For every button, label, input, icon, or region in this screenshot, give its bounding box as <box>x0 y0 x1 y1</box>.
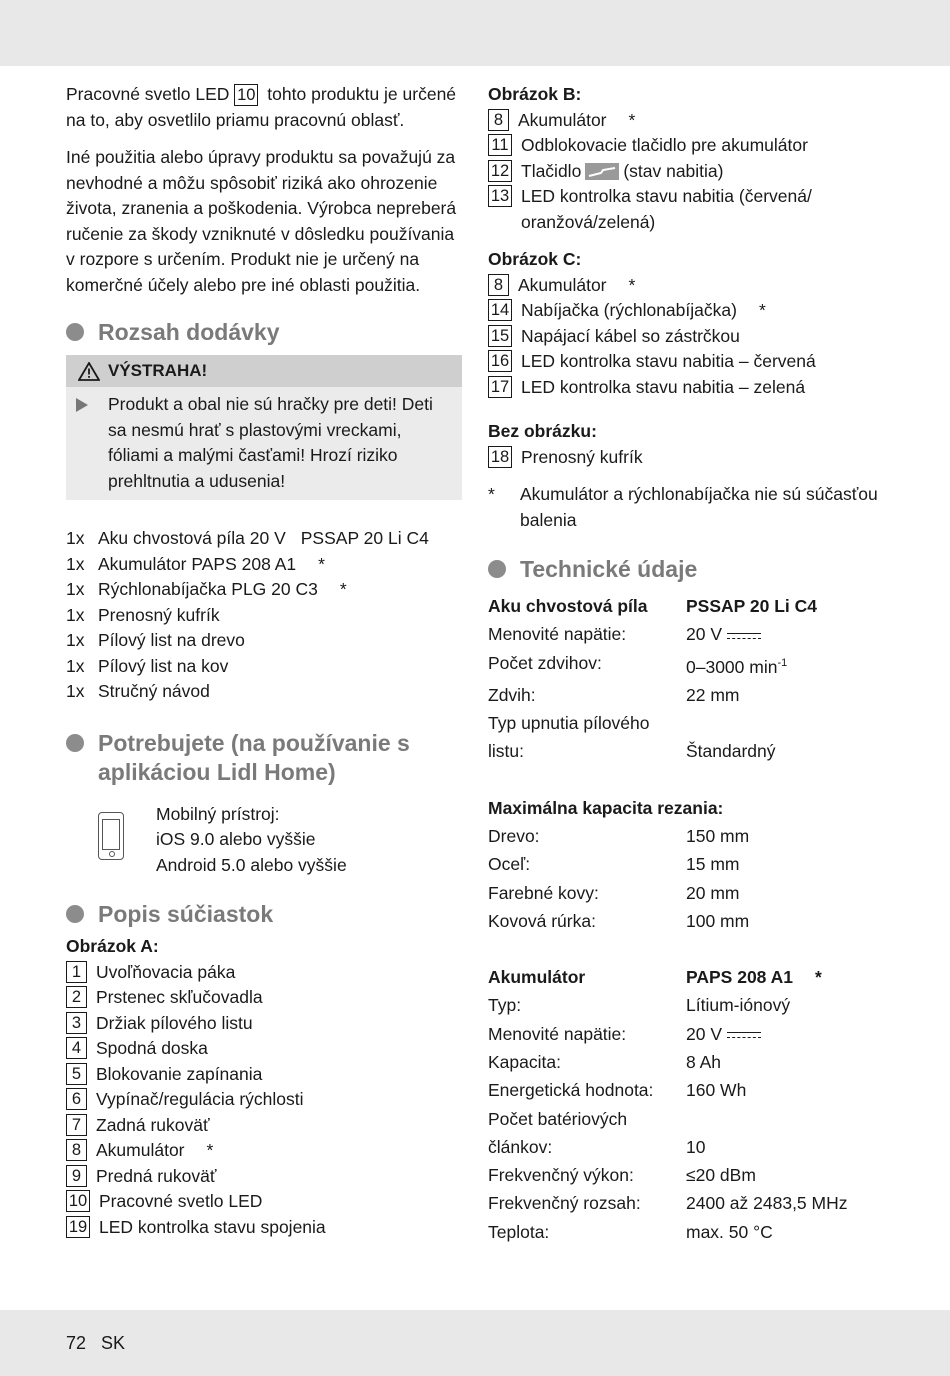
section-heading-scope <box>66 318 462 347</box>
scope-qty: 1x <box>66 681 85 701</box>
requirement-line: Android 5.0 alebo vyššie <box>156 854 347 875</box>
spec-row <box>488 1020 888 1048</box>
intro-text: tohto produktu je určené na to, aby osvetlilo priamu pracovnú oblasť. <box>66 84 457 130</box>
part-label: Akumulátor <box>518 274 607 295</box>
spec-key: Typ upnutia pílového listu: <box>488 713 650 762</box>
scope-text-wrap <box>98 526 429 552</box>
spec-key: Frekvenčný výkon: <box>488 1165 634 1186</box>
part-label: Akumulátor <box>518 109 607 130</box>
spec-value <box>686 907 888 935</box>
part-text-wrap <box>521 445 643 471</box>
part-text-wrap <box>96 1113 210 1139</box>
spec-row <box>488 620 888 648</box>
warning-title: VÝSTRAHA! <box>108 361 208 381</box>
scope-text-wrap <box>98 654 228 680</box>
part-item <box>488 349 888 375</box>
scope-qty: 1x <box>66 630 85 650</box>
part-label: Nabíjačka (rýchlonabíjačka) <box>521 300 737 320</box>
part-text-wrap <box>521 133 808 159</box>
spec-value <box>686 620 888 648</box>
part-item <box>66 1087 462 1113</box>
part-item <box>66 1164 462 1190</box>
part-text-wrap <box>99 1189 262 1215</box>
part-number: 11 <box>488 134 512 156</box>
part-number: 4 <box>66 1037 87 1059</box>
spec-row <box>488 879 888 907</box>
part-number: 5 <box>66 1063 87 1085</box>
part-item <box>66 1113 462 1139</box>
bullet-icon <box>488 560 506 578</box>
part-label: LED kontrolka stavu nabitia – červená <box>521 351 816 371</box>
spec-table-saw <box>488 620 888 765</box>
spec-value-text: 15 mm <box>686 854 740 875</box>
spec-value-text: 10 <box>686 1136 706 1157</box>
part-text-wrap <box>96 1036 208 1062</box>
part-item <box>488 375 888 401</box>
part-text-wrap <box>521 184 888 235</box>
part-text-wrap <box>99 1215 326 1241</box>
part-number: 15 <box>488 325 512 347</box>
part-text-wrap <box>521 349 816 375</box>
spec-value <box>686 1161 888 1189</box>
spec-value <box>686 963 888 991</box>
spec-value-text: max. 50 °C <box>686 1221 773 1242</box>
part-number: 1 <box>66 961 87 983</box>
spec-key: Zdvih: <box>488 684 536 705</box>
page-number: 72 <box>66 1333 87 1353</box>
spec-value-text: 0–3000 min <box>686 656 778 677</box>
figure-c-list <box>488 273 888 401</box>
part-item <box>66 1011 462 1037</box>
warning-text: Produkt a obal nie sú hračky pre deti! Deti sa nesmú hrať s plastovými vreckami, fóliami a malými časťami! Hrozí riziko prehltnutia a udusenia! <box>108 394 433 491</box>
scope-item <box>66 603 462 629</box>
spec-row <box>488 1105 888 1162</box>
spec-row <box>488 1218 888 1246</box>
superscript: -1 <box>777 656 788 669</box>
spec-header-battery <box>488 963 888 991</box>
spec-value <box>686 1020 888 1048</box>
footnote-star: * <box>488 484 495 504</box>
spec-row <box>488 1076 888 1104</box>
spec-key: Kapacita: <box>488 1051 561 1072</box>
part-item <box>488 159 888 185</box>
scope-item <box>66 526 462 552</box>
footnote-star: * <box>339 579 347 599</box>
scope-text: Akumulátor PAPS 208 A1 <box>98 553 297 574</box>
part-number: 10 <box>234 84 258 106</box>
part-label: Zadná rukoväť <box>96 1114 210 1135</box>
part-item <box>66 1138 462 1164</box>
scope-list <box>66 526 462 705</box>
spec-value <box>686 1105 888 1161</box>
part-label: Vypínač/regulácia rýchlosti <box>96 1089 304 1109</box>
bullet-icon <box>66 905 84 923</box>
figure-a-list <box>66 960 462 1241</box>
part-label: Spodná doska <box>96 1038 208 1058</box>
spec-value-text: 100 mm <box>686 910 750 931</box>
warning-icon <box>78 362 100 381</box>
scope-item <box>66 628 462 654</box>
figure-b-title: Obrázok B: <box>488 84 582 104</box>
right-column <box>488 82 888 1246</box>
part-number: 8 <box>66 1139 87 1161</box>
scope-text-wrap <box>98 603 220 629</box>
spec-row <box>488 681 888 709</box>
footnote-star: * <box>318 553 325 574</box>
spec-table-battery <box>488 991 888 1246</box>
spec-value <box>686 879 888 907</box>
spec-key: Počet zdvihov: <box>488 652 602 673</box>
footnote-star: * <box>206 1140 214 1160</box>
part-text-wrap <box>96 1164 216 1190</box>
scope-qty: 1x <box>66 655 85 676</box>
part-item <box>488 184 888 235</box>
part-text-wrap <box>96 1011 253 1037</box>
part-number: 10 <box>66 1190 90 1212</box>
part-label: Prstenec skľučovadla <box>96 987 263 1007</box>
spec-key: Energetická hodnota: <box>488 1080 654 1101</box>
figure-c-title: Obrázok C: <box>488 249 582 269</box>
spec-key: Menovité napätie: <box>488 624 627 645</box>
scope-qty: 1x <box>66 553 85 574</box>
part-number: 9 <box>66 1165 87 1187</box>
spec-value <box>686 649 888 681</box>
spec-key: Farebné kovy: <box>488 882 599 903</box>
spec-header-saw <box>488 592 888 620</box>
spec-value: PSSAP 20 Li C4 <box>686 596 817 616</box>
scope-text: Prenosný kufrík <box>98 604 220 625</box>
part-label: LED kontrolka stavu spojenia <box>99 1216 326 1237</box>
scope-item <box>66 654 462 680</box>
footnote-star: * <box>815 967 822 988</box>
spec-value-text: 22 mm <box>686 684 740 705</box>
scope-text-wrap <box>98 577 347 603</box>
scope-text: Pílový list na drevo <box>98 630 245 650</box>
part-item <box>488 273 888 299</box>
part-number: 3 <box>66 1012 87 1034</box>
dc-symbol-icon <box>727 1030 761 1040</box>
scope-text: Rýchlonabíjačka PLG 20 C3 <box>98 579 318 599</box>
figure-b-list <box>488 108 888 236</box>
no-figure-list <box>488 445 888 471</box>
spec-key: Počet batériových článkov: <box>488 1108 628 1157</box>
spec-row <box>488 709 888 766</box>
footer-bar <box>0 1310 950 1376</box>
scope-item <box>66 577 462 603</box>
part-item <box>488 133 888 159</box>
spec-key: Maximálna kapacita rezania: <box>488 797 724 818</box>
footnote-star: * <box>758 300 766 320</box>
spec-row <box>488 1161 888 1189</box>
part-number: 18 <box>488 446 512 468</box>
part-number: 14 <box>488 299 512 321</box>
spec-key: Aku chvostová píla <box>488 596 648 616</box>
part-text-wrap <box>518 273 635 299</box>
intro-paragraph-2: Iné použitia alebo úpravy produktu sa považujú za nevhodné a môžu spôsobiť riziká ako ohrozenie života, zranenia a poškodenia. Výrobca nepreberá ručenie za škody vzniknuté v dôsledku používania v rozpore s určením. Produkt nie je určený na komerčné účely alebo pre iné oblasti použitia. <box>66 147 457 295</box>
spec-value-text: 20 mm <box>686 882 740 903</box>
scope-qty: 1x <box>66 528 85 548</box>
charge-button-icon <box>585 163 619 180</box>
spec-key: Menovité napätie: <box>488 1023 627 1044</box>
warning-body <box>66 387 462 500</box>
spec-value <box>686 850 888 878</box>
section-heading-parts <box>66 900 462 929</box>
bullet-icon <box>66 734 84 752</box>
arrow-right-icon <box>76 398 88 412</box>
no-figure-title: Bez obrázku: <box>488 421 597 441</box>
spec-value <box>686 822 888 850</box>
part-label: Predná rukoväť <box>96 1165 217 1186</box>
part-text-wrap <box>96 1087 304 1113</box>
part-number: 2 <box>66 986 87 1008</box>
part-item <box>66 985 462 1011</box>
scope-item <box>66 552 462 578</box>
part-label: Akumulátor <box>96 1140 185 1160</box>
spec-value-text: Lítium-iónový <box>686 995 791 1016</box>
scope-text: Pílový list na kov <box>98 655 229 676</box>
app-requirements <box>66 802 462 879</box>
footnote <box>488 482 888 533</box>
footnote-star: * <box>628 109 636 130</box>
requirement-line: iOS 9.0 alebo vyššie <box>156 829 316 849</box>
spec-row <box>488 1189 888 1217</box>
dc-symbol-icon <box>727 631 761 641</box>
spec-table-cut <box>488 822 888 935</box>
spec-value <box>686 1218 888 1246</box>
part-text-wrap <box>96 1138 213 1164</box>
part-label: LED kontrolka stavu nabitia (červená/ oranžová/zelená) <box>521 186 812 232</box>
part-item <box>66 1189 462 1215</box>
spec-value-text: 20 V <box>686 624 722 645</box>
section-heading-tech <box>488 555 888 584</box>
scope-qty: 1x <box>66 579 85 599</box>
spec-key: Kovová rúrka: <box>488 910 596 931</box>
spec-value-text: 2400 až 2483,5 MHz <box>686 1193 848 1214</box>
part-label: Prenosný kufrík <box>521 446 643 467</box>
part-label: Uvoľňovacia páka <box>96 961 236 982</box>
part-number: 13 <box>488 185 512 207</box>
spec-value-text: 150 mm <box>686 825 750 846</box>
spec-value-text: Štandardný <box>686 741 776 762</box>
heading-text: Popis súčiastok <box>98 901 274 927</box>
spec-value <box>686 1189 888 1217</box>
intro-paragraph-1 <box>66 82 462 133</box>
part-label-suffix: (stav nabitia) <box>623 160 724 181</box>
language-code: SK <box>101 1333 126 1353</box>
spec-value-text: 160 Wh <box>686 1080 747 1101</box>
scope-qty: 1x <box>66 604 85 625</box>
heading-text: Technické údaje <box>520 556 698 582</box>
footnote-star: * <box>628 274 636 295</box>
spec-value-text: ≤20 dBm <box>686 1165 756 1186</box>
section-heading-app <box>66 729 462 787</box>
part-text-wrap <box>96 960 235 986</box>
part-item <box>66 960 462 986</box>
bullet-icon <box>66 323 84 341</box>
part-label: Držiak pílového listu <box>96 1012 253 1033</box>
spec-value-text: 20 V <box>686 1023 722 1044</box>
warning-box <box>66 355 462 500</box>
part-text-wrap <box>521 159 724 185</box>
app-requirements-text <box>156 802 347 879</box>
part-text-wrap <box>521 324 740 350</box>
spec-value <box>686 1048 888 1076</box>
page-footer <box>66 1331 135 1357</box>
part-label: Odblokovacie tlačidlo pre akumulátor <box>521 135 808 155</box>
part-number: 8 <box>488 274 509 296</box>
part-text-wrap <box>96 1062 262 1088</box>
part-label: Pracovné svetlo LED <box>99 1191 263 1211</box>
requirement-line: Mobilný prístroj: <box>156 803 280 824</box>
part-number: 16 <box>488 350 512 372</box>
part-text-wrap <box>518 108 635 134</box>
figure-a-title: Obrázok A: <box>66 936 159 956</box>
spec-row <box>488 649 888 681</box>
part-item <box>488 298 888 324</box>
spec-key: Oceľ: <box>488 854 531 875</box>
spec-value <box>686 1076 888 1104</box>
scope-text: Aku chvostová píla 20 V <box>98 528 286 548</box>
scope-item <box>66 679 462 705</box>
part-item <box>488 445 888 471</box>
part-number: 7 <box>66 1114 87 1136</box>
scope-model: PSSAP 20 Li C4 <box>300 528 429 548</box>
scope-text-wrap <box>98 552 325 578</box>
part-item <box>488 324 888 350</box>
part-item <box>66 1215 462 1241</box>
warning-header <box>66 355 462 387</box>
spec-row <box>488 1048 888 1076</box>
part-number: 8 <box>488 109 509 131</box>
footnote-text: Akumulátor a rýchlonabíjačka nie sú súčasťou balenia <box>520 484 878 530</box>
spec-key: Teplota: <box>488 1221 550 1242</box>
part-number: 17 <box>488 376 512 398</box>
smartphone-icon <box>98 812 124 860</box>
spec-key: Frekvenčný rozsah: <box>488 1193 641 1214</box>
spec-header-cut <box>488 794 888 822</box>
spec-value <box>686 681 888 709</box>
left-column <box>66 82 462 1240</box>
spec-row <box>488 991 888 1019</box>
part-label: LED kontrolka stavu nabitia – zelená <box>521 376 806 397</box>
part-text-wrap <box>521 375 805 401</box>
header-bar <box>0 0 950 66</box>
spec-value <box>686 991 888 1019</box>
spec-value-text: PAPS 208 A1 <box>686 967 793 988</box>
spec-value-text: 8 Ah <box>686 1051 722 1072</box>
spec-key: Typ: <box>488 995 522 1016</box>
heading-text: Potrebujete (na používanie s aplikáciou Lidl Home) <box>98 729 410 785</box>
part-label: Blokovanie zapínania <box>96 1063 263 1084</box>
part-text-wrap <box>96 985 263 1011</box>
part-text-wrap <box>521 298 766 324</box>
part-number: 19 <box>66 1216 90 1238</box>
heading-text: Rozsah dodávky <box>98 319 280 345</box>
spec-key: Drevo: <box>488 825 540 846</box>
part-item <box>66 1062 462 1088</box>
part-number: 12 <box>488 160 512 182</box>
spec-row <box>488 907 888 935</box>
spec-key: Akumulátor <box>488 967 586 988</box>
spec-row <box>488 822 888 850</box>
part-item <box>66 1036 462 1062</box>
part-label: Napájací kábel so zástrčkou <box>521 325 740 346</box>
scope-text-wrap <box>98 628 245 654</box>
spec-row <box>488 850 888 878</box>
part-label: Tlačidlo <box>521 160 582 181</box>
intro-text: Pracovné svetlo LED <box>66 84 230 104</box>
scope-text-wrap <box>98 679 210 705</box>
spec-value <box>686 709 888 765</box>
scope-text: Stručný návod <box>98 681 210 701</box>
part-number: 6 <box>66 1088 87 1110</box>
part-item <box>488 108 888 134</box>
